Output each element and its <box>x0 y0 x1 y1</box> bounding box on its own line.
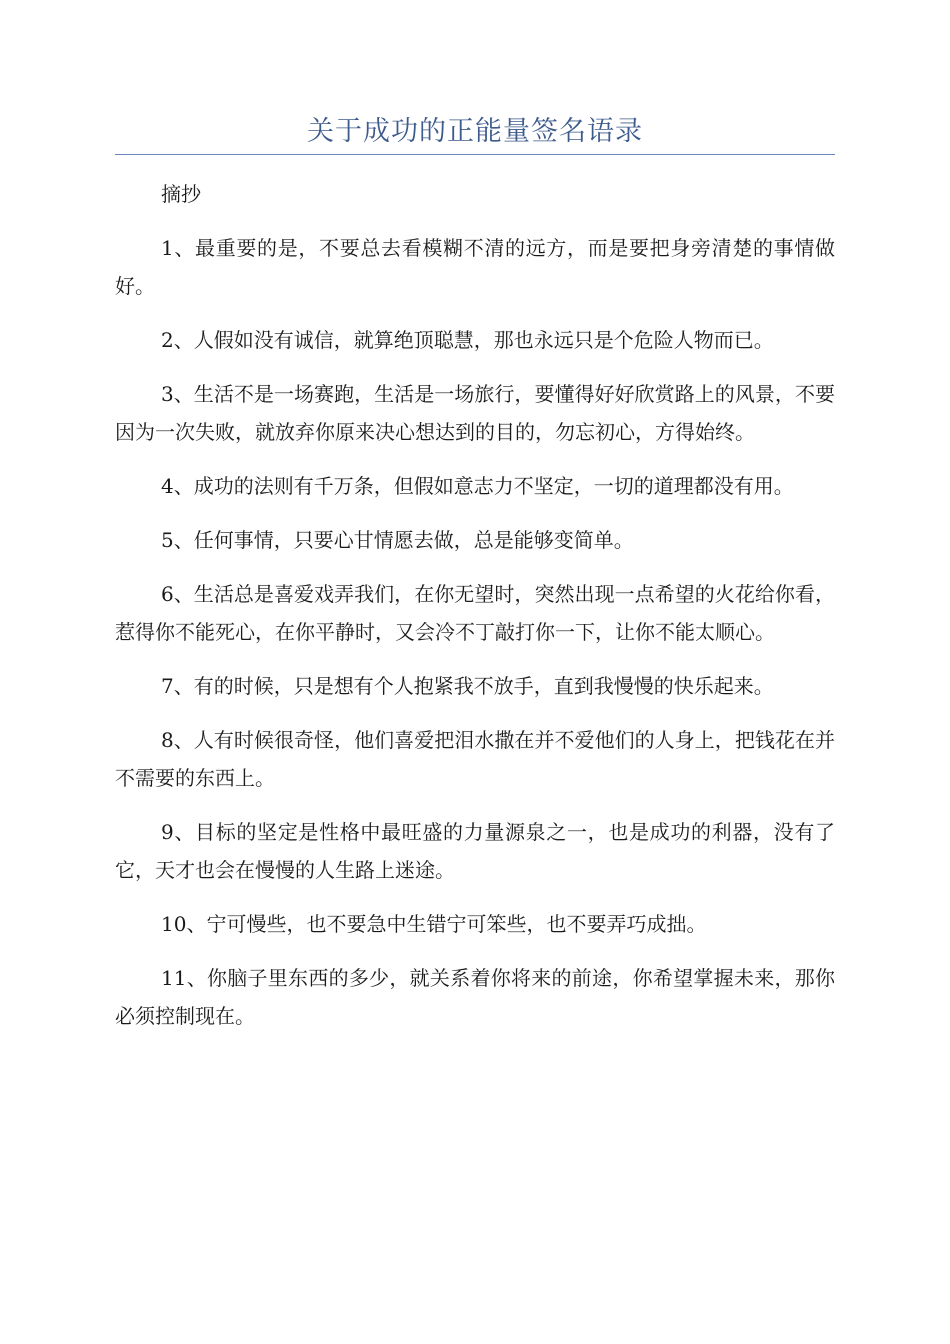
quote-paragraph-3: 3、生活不是一场赛跑，生活是一场旅行，要懂得好好欣赏路上的风景，不要因为一次失败，就放弃你原来决心想达到的目的，勿忘初心，方得始终。 <box>115 382 835 444</box>
quote-paragraph-10: 10、宁可慢些，也不要急中生错宁可笨些，也不要弄巧成拙。 <box>161 912 707 936</box>
quote-paragraph-4: 4、成功的法则有千万条，但假如意志力不坚定，一切的道理都没有用。 <box>161 474 794 498</box>
intro-paragraph: 摘抄 <box>161 182 201 206</box>
quote-paragraph-7: 7、有的时候，只是想有个人抱紧我不放手，直到我慢慢的快乐起来。 <box>161 674 774 698</box>
document-title: 关于成功的正能量签名语录 <box>307 116 643 147</box>
quote-paragraph-9: 9、目标的坚定是性格中最旺盛的力量源泉之一，也是成功的利器，没有了它，天才也会在慢慢的人生路上迷途。 <box>115 820 835 882</box>
document-body <box>115 175 835 1051</box>
quote-paragraph-2: 2、人假如没有诚信，就算绝顶聪慧，那也永远只是个危险人物而已。 <box>161 328 774 352</box>
quote-paragraph-1: 1、最重要的是，不要总去看模糊不清的远方，而是要把身旁清楚的事情做好。 <box>115 236 835 298</box>
quote-paragraph-8: 8、人有时候很奇怪，他们喜爱把泪水撒在并不爱他们的人身上，把钱花在并不需要的东西上。 <box>115 728 835 790</box>
title-underline <box>115 154 835 155</box>
quote-paragraph-5: 5、任何事情，只要心甘情愿去做，总是能够变简单。 <box>161 528 634 552</box>
quote-paragraph-6: 6、生活总是喜爱戏弄我们，在你无望时，突然出现一点希望的火花给你看，惹得你不能死心，在你平静时，又会冷不丁敲打你一下，让你不能太顺心。 <box>115 582 835 644</box>
quote-paragraph-11: 11、你脑子里东西的多少，就关系着你将来的前途，你希望掌握未来，那你必须控制现在。 <box>115 966 835 1028</box>
